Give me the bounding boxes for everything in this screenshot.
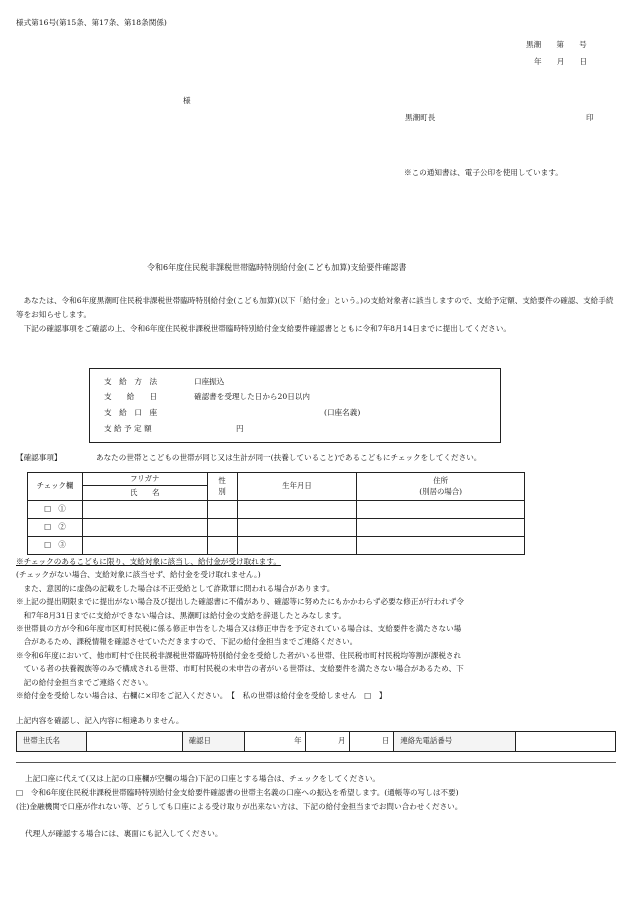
payment-amount-label: 支 給 予 定 額 — [104, 424, 152, 433]
col-header-furigana: フリガナ — [82, 473, 207, 486]
decline-line[interactable]: ※給付金を受給しない場合は、右欄に×印をご記入ください。 【 私の世帯は給付金を受給しません □ 】 — [16, 691, 387, 701]
note-line: ※令和6年度において、他市町村で住民税非課税世帯臨時特別給付金を受給した者がいる世帯、住民税市町村民税均等割が課税され — [16, 650, 462, 660]
proxy-note: 代理人が確認する場合には、裏面にも記入してください。 — [25, 829, 223, 838]
col-header-sex: 性 別 — [207, 473, 237, 501]
table-row — [28, 501, 525, 519]
note-line: ※世帯員の方が令和6年度市区町村民税に係る修正申告をした場合又は修正申告を予定されている場合は、支給要件を満たさない場 — [16, 624, 462, 634]
table-row — [28, 519, 525, 537]
note-line: 合があるため、課税情報を確認させていただきますので、下記の給付金担当までご連絡ください。 — [16, 637, 358, 647]
check-instruction: あなたの世帯とこどもの世帯が同じ又は生計が同一(扶養していること)であるこどもにチェックをしてください。 — [96, 453, 482, 462]
payment-amount-unit: 円 — [236, 424, 244, 433]
intro — [16, 294, 616, 336]
check-heading: 【確認事項】 — [16, 453, 62, 462]
confirm-year-field[interactable] — [244, 732, 306, 752]
head-name-input[interactable] — [86, 732, 182, 752]
child-checkbox-2[interactable]: □ ② — [28, 519, 83, 537]
note-line: 記の給付金担当までご連絡ください。 — [16, 677, 153, 687]
payment-account-label: 支 給 口 座 — [104, 408, 158, 417]
child-sex-cell[interactable] — [207, 519, 237, 537]
payment-date-value: 確認書を受理した日から20日以内 — [194, 392, 310, 401]
payment-date-label: 支 給 日 — [104, 392, 158, 401]
mayor-title: 黒潮町長 — [405, 113, 436, 122]
payment-info-box — [89, 368, 501, 443]
document-title: 令和6年度住民税非課税世帯臨時特別給付金(こども加算)支給要件確認書 — [147, 263, 407, 272]
intro-paragraph-1: あなたは、令和6年度黒潮町住民税非課税世帯臨時特別給付金(こども加算)(以下「給付金」という。)の支給対象者に該当しますので、支給予定額、支給要件の確認、支給手続等をお知らせします。 — [16, 296, 614, 319]
intro-paragraph-2: 下記の確認事項をご確認の上、令和6年度住民税非課税世帯臨時特別給付金支給要件確認書とともに令和7年8月14日までに提出してください。 — [16, 324, 511, 333]
child-sex-cell[interactable] — [207, 537, 237, 555]
child-name-cell[interactable] — [82, 537, 207, 555]
confirm-day-field[interactable] — [350, 732, 394, 752]
issuer-number: 黒潮 第 号 — [526, 40, 587, 49]
issue-date: 年 月 日 — [534, 57, 588, 66]
alt-account-note: 上記口座に代えて(又は上記の口座欄が空欄の場合)下記の口座とする場合は、チェックをしてください。 — [25, 774, 381, 783]
signature-table — [16, 731, 616, 752]
child-birth-cell[interactable] — [237, 519, 357, 537]
note-line: ※上記の提出期限までに提出がない場合及び提出した確認書に不備があり、確認等に努めたにもかかわらず必要な修正が行われず令 — [16, 597, 465, 607]
col-header-name: 氏 名 — [82, 486, 207, 501]
form-number: 様式第16号(第15条、第17条、第18条関係) — [16, 18, 167, 27]
table-row — [28, 537, 525, 555]
payment-method-label: 支 給 方 法 — [104, 377, 158, 386]
note-line: また、意図的に虚偽の記載をした場合は不正受給として詐欺罪に問われる場合があります。 — [16, 583, 335, 593]
children-table — [27, 472, 525, 555]
child-address-cell[interactable] — [357, 501, 525, 519]
electronic-seal-note: ※この通知書は、電子公印を使用しています。 — [404, 168, 563, 177]
child-address-cell[interactable] — [357, 519, 525, 537]
month-label: 月 — [338, 736, 346, 746]
col-header-check: チェック欄 — [28, 473, 83, 501]
child-address-cell[interactable] — [357, 537, 525, 555]
account-holder-label: (口座名義) — [324, 408, 361, 417]
note-line: ている者の扶養親族等のみで構成される世帯、市町村民税の未申告の者がいる世帯は、支給要件を満たさない場合があるため、下 — [16, 664, 464, 674]
confirm-month-field[interactable] — [306, 732, 350, 752]
child-checkbox-1[interactable]: □ ① — [28, 501, 83, 519]
col-header-birthdate: 生年月日 — [237, 473, 357, 501]
note-line: (チェックがない場合、支給対象に該当せず、給付金を受け取れません。) — [16, 570, 261, 580]
seal-mark: 印 — [586, 113, 594, 122]
child-name-cell[interactable] — [82, 519, 207, 537]
child-birth-cell[interactable] — [237, 537, 357, 555]
confirm-date-label: 確認日 — [182, 732, 244, 752]
child-name-cell[interactable] — [82, 501, 207, 519]
head-name-label: 世帯主氏名 — [17, 732, 87, 752]
note-line: ※チェックのあるこどもに限り、支給対象に該当し、給付金が受け取れます。 — [16, 557, 281, 566]
note-line: 和7年8月31日までに支給ができない場合は、黒潮町は給付金の支給を辞退したとみなします。 — [16, 610, 347, 620]
addressee: 様 — [183, 96, 191, 105]
phone-input[interactable] — [516, 732, 616, 752]
col-header-address: 住所 (別居の場合) — [357, 473, 525, 501]
confirm-statement: 上記内容を確認し、記入内容に相違ありません。 — [16, 716, 184, 725]
divider — [16, 762, 616, 763]
child-birth-cell[interactable] — [237, 501, 357, 519]
year-label: 年 — [294, 736, 302, 746]
day-label: 日 — [381, 736, 390, 746]
bank-note: (注)金融機関で口座が作れない等、どうしても口座による受け取りが出来ない方は、下記の給付金担当までお問い合わせください。 — [16, 802, 463, 811]
phone-label: 連絡先電話番号 — [394, 732, 516, 752]
child-checkbox-3[interactable]: □ ③ — [28, 537, 83, 555]
notes-block — [16, 555, 616, 702]
alt-account-checkbox[interactable]: □ 令和6年度住民税非課税世帯臨時特別給付金支給要件確認書の世帯主名義の口座への振込を希望します。(通帳等の写しは不要) — [16, 788, 459, 797]
child-sex-cell[interactable] — [207, 501, 237, 519]
payment-method-value: 口座振込 — [194, 377, 225, 386]
